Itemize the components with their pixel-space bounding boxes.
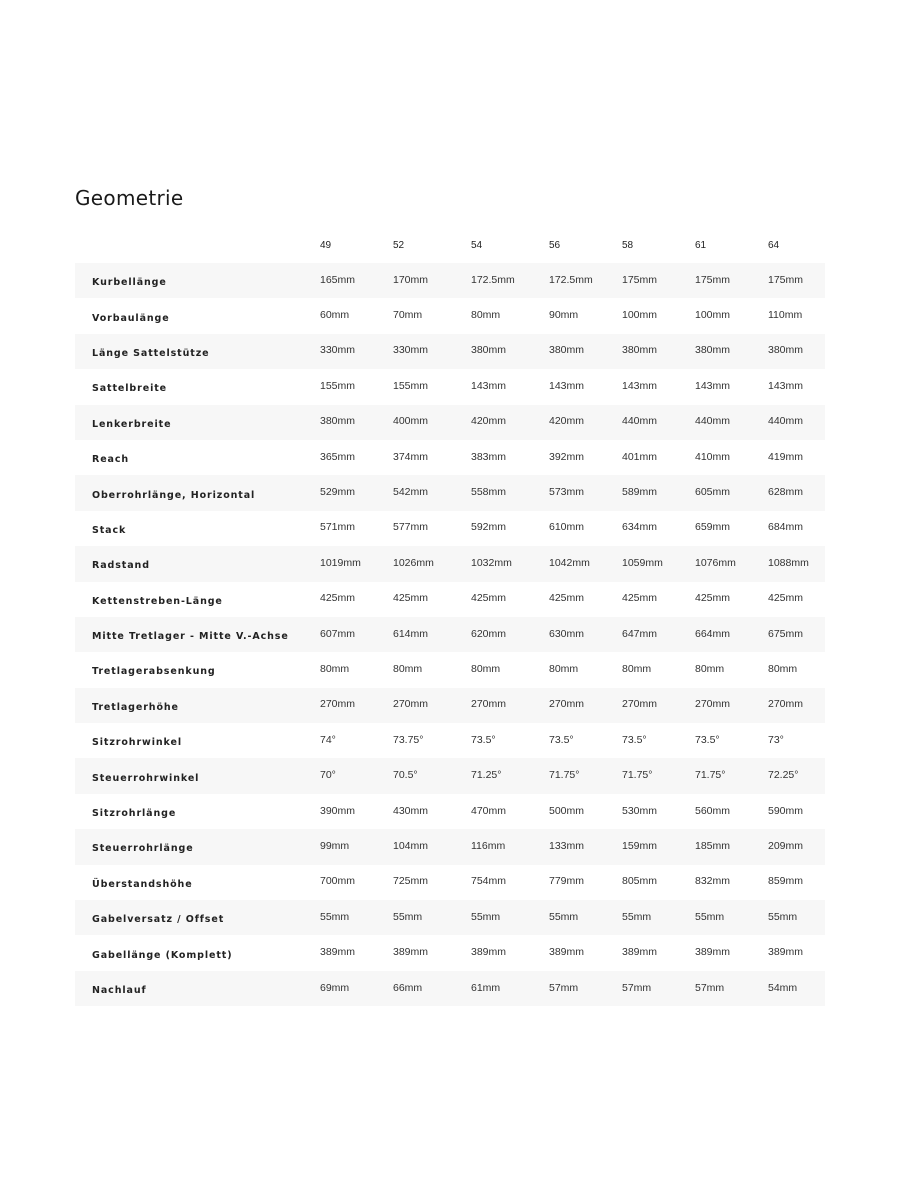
table-cell: 80mm bbox=[320, 662, 350, 675]
table-cell: 55mm bbox=[768, 910, 798, 923]
table-cell: 684mm bbox=[768, 521, 804, 534]
row-label: Nachlauf bbox=[92, 985, 147, 996]
table-cell: 389mm bbox=[622, 946, 658, 959]
table-cell: 1019mm bbox=[320, 556, 361, 569]
table-cell: 380mm bbox=[768, 344, 804, 357]
table-row bbox=[75, 334, 825, 369]
size-header: 49 bbox=[320, 240, 332, 251]
table-cell: 859mm bbox=[768, 875, 804, 888]
table-cell: 1059mm bbox=[622, 556, 663, 569]
table-cell: 614mm bbox=[393, 627, 429, 640]
table-cell: 529mm bbox=[320, 486, 356, 499]
table-cell: 558mm bbox=[471, 486, 507, 499]
table-cell: 607mm bbox=[320, 627, 356, 640]
table-cell: 401mm bbox=[622, 450, 658, 463]
table-cell: 73.5° bbox=[471, 733, 496, 746]
table-cell: 270mm bbox=[768, 698, 804, 711]
table-cell: 55mm bbox=[320, 910, 350, 923]
row-label: Steuerrohrlänge bbox=[92, 843, 194, 855]
table-cell: 73.5° bbox=[622, 733, 647, 746]
table-cell: 70.5° bbox=[393, 769, 418, 782]
table-row bbox=[75, 971, 825, 1006]
table-cell: 389mm bbox=[471, 946, 507, 959]
table-cell: 389mm bbox=[695, 946, 731, 959]
table-cell: 419mm bbox=[768, 450, 804, 463]
table-cell: 389mm bbox=[393, 946, 429, 959]
table-cell: 54mm bbox=[768, 981, 798, 994]
table-row bbox=[75, 263, 825, 298]
table-cell: 410mm bbox=[695, 450, 731, 463]
table-cell: 425mm bbox=[393, 592, 429, 605]
table-cell: 60mm bbox=[320, 309, 350, 322]
table-cell: 73° bbox=[768, 733, 784, 746]
table-cell: 143mm bbox=[768, 379, 804, 392]
table-cell: 143mm bbox=[549, 379, 585, 392]
table-cell: 592mm bbox=[471, 521, 507, 534]
table-cell: 659mm bbox=[695, 521, 731, 534]
table-cell: 155mm bbox=[320, 379, 356, 392]
row-label: Tretlagerhöhe bbox=[92, 701, 179, 713]
table-cell: 470mm bbox=[471, 804, 507, 817]
table-cell: 61mm bbox=[471, 981, 501, 994]
table-cell: 74° bbox=[320, 733, 336, 746]
table-cell: 634mm bbox=[622, 521, 658, 534]
table-cell: 270mm bbox=[695, 698, 731, 711]
table-row bbox=[75, 369, 825, 404]
row-label: Sitzrohrwinkel bbox=[92, 737, 182, 749]
table-cell: 70mm bbox=[393, 309, 423, 322]
table-body bbox=[75, 263, 825, 1006]
table-row bbox=[75, 865, 825, 900]
table-cell: 73.75° bbox=[393, 733, 424, 746]
table-cell: 175mm bbox=[695, 273, 731, 286]
table-cell: 80mm bbox=[471, 662, 501, 675]
table-cell: 143mm bbox=[622, 379, 658, 392]
row-label: Gabelversatz / Offset bbox=[92, 914, 225, 926]
row-label: Tretlagerabsenkung bbox=[92, 666, 216, 678]
row-label: Reach bbox=[92, 454, 130, 466]
table-cell: 425mm bbox=[622, 592, 658, 605]
size-header: 52 bbox=[393, 240, 405, 251]
table-cell: 754mm bbox=[471, 875, 507, 888]
table-row bbox=[75, 829, 825, 864]
table-cell: 270mm bbox=[549, 698, 585, 711]
table-cell: 55mm bbox=[471, 910, 501, 923]
table-cell: 55mm bbox=[549, 910, 579, 923]
table-cell: 577mm bbox=[393, 521, 429, 534]
table-row bbox=[75, 440, 825, 475]
table-cell: 66mm bbox=[393, 981, 423, 994]
table-cell: 270mm bbox=[320, 698, 356, 711]
table-cell: 209mm bbox=[768, 839, 804, 852]
table-cell: 104mm bbox=[393, 839, 429, 852]
size-header: 58 bbox=[622, 240, 634, 251]
table-cell: 542mm bbox=[393, 486, 429, 499]
table-cell: 185mm bbox=[695, 839, 731, 852]
table-cell: 1032mm bbox=[471, 556, 512, 569]
table-cell: 143mm bbox=[695, 379, 731, 392]
table-cell: 270mm bbox=[393, 698, 429, 711]
table-cell: 55mm bbox=[695, 910, 725, 923]
table-cell: 170mm bbox=[393, 273, 429, 286]
table-cell: 779mm bbox=[549, 875, 585, 888]
row-label: Vorbaulänge bbox=[92, 312, 170, 324]
table-cell: 425mm bbox=[768, 592, 804, 605]
table-cell: 69mm bbox=[320, 981, 350, 994]
table-cell: 175mm bbox=[768, 273, 804, 286]
table-row bbox=[75, 688, 825, 723]
table-cell: 664mm bbox=[695, 627, 731, 640]
table-cell: 380mm bbox=[622, 344, 658, 357]
table-cell: 80mm bbox=[393, 662, 423, 675]
table-cell: 392mm bbox=[549, 450, 585, 463]
table-row bbox=[75, 723, 825, 758]
table-cell: 420mm bbox=[471, 415, 507, 428]
table-cell: 99mm bbox=[320, 839, 350, 852]
table-cell: 116mm bbox=[471, 839, 506, 852]
table-cell: 383mm bbox=[471, 450, 507, 463]
table-row bbox=[75, 405, 825, 440]
table-row bbox=[75, 546, 825, 581]
table-cell: 270mm bbox=[622, 698, 658, 711]
table-cell: 425mm bbox=[695, 592, 731, 605]
table-cell: 630mm bbox=[549, 627, 585, 640]
table-cell: 571mm bbox=[320, 521, 356, 534]
table-cell: 530mm bbox=[622, 804, 658, 817]
row-label: Sattelbreite bbox=[92, 383, 168, 395]
table-cell: 55mm bbox=[622, 910, 652, 923]
table-row bbox=[75, 900, 825, 935]
table-cell: 71.75° bbox=[549, 769, 580, 782]
table-cell: 165mm bbox=[320, 273, 356, 286]
table-cell: 73.5° bbox=[549, 733, 574, 746]
table-cell: 71.75° bbox=[695, 769, 726, 782]
row-label: Mitte Tretlager - Mitte V.-Achse bbox=[92, 631, 289, 643]
size-header: 61 bbox=[695, 240, 707, 251]
table-cell: 440mm bbox=[695, 415, 731, 428]
table-cell: 133mm bbox=[549, 839, 585, 852]
table-cell: 380mm bbox=[471, 344, 507, 357]
table-cell: 159mm bbox=[622, 839, 658, 852]
table-cell: 389mm bbox=[320, 946, 356, 959]
size-header-row bbox=[75, 228, 825, 263]
table-row bbox=[75, 511, 825, 546]
table-cell: 700mm bbox=[320, 875, 356, 888]
table-row bbox=[75, 475, 825, 510]
table-cell: 80mm bbox=[549, 662, 579, 675]
table-cell: 80mm bbox=[695, 662, 725, 675]
table-cell: 725mm bbox=[393, 875, 429, 888]
table-cell: 647mm bbox=[622, 627, 658, 640]
row-label: Gabellänge (Komplett) bbox=[92, 949, 233, 961]
row-label: Oberrohrlänge, Horizontal bbox=[92, 489, 256, 501]
table-cell: 573mm bbox=[549, 486, 585, 499]
table-cell: 380mm bbox=[695, 344, 731, 357]
row-label: Radstand bbox=[92, 560, 150, 572]
table-cell: 389mm bbox=[768, 946, 804, 959]
table-cell: 172.5mm bbox=[471, 273, 515, 286]
row-label: Sitzrohrlänge bbox=[92, 808, 177, 820]
table-cell: 330mm bbox=[393, 344, 429, 357]
table-cell: 1088mm bbox=[768, 556, 809, 569]
table-row bbox=[75, 298, 825, 333]
table-cell: 440mm bbox=[622, 415, 658, 428]
table-cell: 57mm bbox=[695, 981, 725, 994]
table-cell: 1042mm bbox=[549, 556, 590, 569]
table-cell: 425mm bbox=[471, 592, 507, 605]
table-cell: 57mm bbox=[622, 981, 652, 994]
table-cell: 425mm bbox=[320, 592, 356, 605]
row-label: Länge Sattelstütze bbox=[92, 347, 210, 359]
table-cell: 805mm bbox=[622, 875, 658, 888]
table-row bbox=[75, 758, 825, 793]
table-cell: 400mm bbox=[393, 415, 429, 428]
table-cell: 590mm bbox=[768, 804, 804, 817]
table-cell: 1076mm bbox=[695, 556, 736, 569]
table-cell: 80mm bbox=[768, 662, 798, 675]
row-label: Kettenstreben-Länge bbox=[92, 595, 223, 607]
table-cell: 500mm bbox=[549, 804, 585, 817]
table-cell: 57mm bbox=[549, 981, 579, 994]
table-row bbox=[75, 582, 825, 617]
table-cell: 605mm bbox=[695, 486, 731, 499]
table-cell: 175mm bbox=[622, 273, 658, 286]
table-cell: 425mm bbox=[549, 592, 585, 605]
size-header: 64 bbox=[768, 240, 780, 251]
table-cell: 832mm bbox=[695, 875, 731, 888]
table-cell: 620mm bbox=[471, 627, 507, 640]
table-row bbox=[75, 935, 825, 970]
table-cell: 110mm bbox=[768, 309, 803, 322]
table-cell: 330mm bbox=[320, 344, 356, 357]
table-cell: 71.25° bbox=[471, 769, 502, 782]
table-cell: 420mm bbox=[549, 415, 585, 428]
geometry-table bbox=[75, 228, 825, 1006]
table-cell: 70° bbox=[320, 769, 336, 782]
table-cell: 610mm bbox=[549, 521, 585, 534]
table-cell: 72.25° bbox=[768, 769, 799, 782]
table-cell: 143mm bbox=[471, 379, 507, 392]
size-header: 54 bbox=[471, 240, 483, 251]
table-row bbox=[75, 652, 825, 687]
table-cell: 380mm bbox=[320, 415, 356, 428]
table-cell: 100mm bbox=[695, 309, 731, 322]
header-label-spacer bbox=[75, 228, 320, 263]
page-title: Geometrie bbox=[75, 186, 184, 210]
table-row bbox=[75, 617, 825, 652]
table-cell: 155mm bbox=[393, 379, 429, 392]
table-row bbox=[75, 794, 825, 829]
table-cell: 365mm bbox=[320, 450, 356, 463]
table-cell: 374mm bbox=[393, 450, 429, 463]
table-header bbox=[75, 228, 825, 263]
row-label: Überstandshöhe bbox=[92, 878, 193, 890]
table-cell: 73.5° bbox=[695, 733, 720, 746]
table-cell: 380mm bbox=[549, 344, 585, 357]
table-cell: 80mm bbox=[471, 309, 501, 322]
row-label: Lenkerbreite bbox=[92, 418, 172, 430]
row-label: Kurbellänge bbox=[92, 277, 167, 289]
table-cell: 80mm bbox=[622, 662, 652, 675]
table-cell: 389mm bbox=[549, 946, 585, 959]
table-cell: 390mm bbox=[320, 804, 356, 817]
table-cell: 172.5mm bbox=[549, 273, 593, 286]
table-cell: 440mm bbox=[768, 415, 804, 428]
table-cell: 90mm bbox=[549, 309, 579, 322]
table-cell: 55mm bbox=[393, 910, 423, 923]
table-cell: 270mm bbox=[471, 698, 507, 711]
table-cell: 589mm bbox=[622, 486, 658, 499]
table-cell: 560mm bbox=[695, 804, 731, 817]
table-cell: 71.75° bbox=[622, 769, 653, 782]
table-cell: 100mm bbox=[622, 309, 658, 322]
row-label: Stack bbox=[92, 524, 127, 536]
table-cell: 430mm bbox=[393, 804, 429, 817]
table-cell: 1026mm bbox=[393, 556, 434, 569]
row-label: Steuerrohrwinkel bbox=[92, 772, 200, 784]
size-header: 56 bbox=[549, 240, 561, 251]
table-cell: 628mm bbox=[768, 486, 804, 499]
table-cell: 675mm bbox=[768, 627, 804, 640]
